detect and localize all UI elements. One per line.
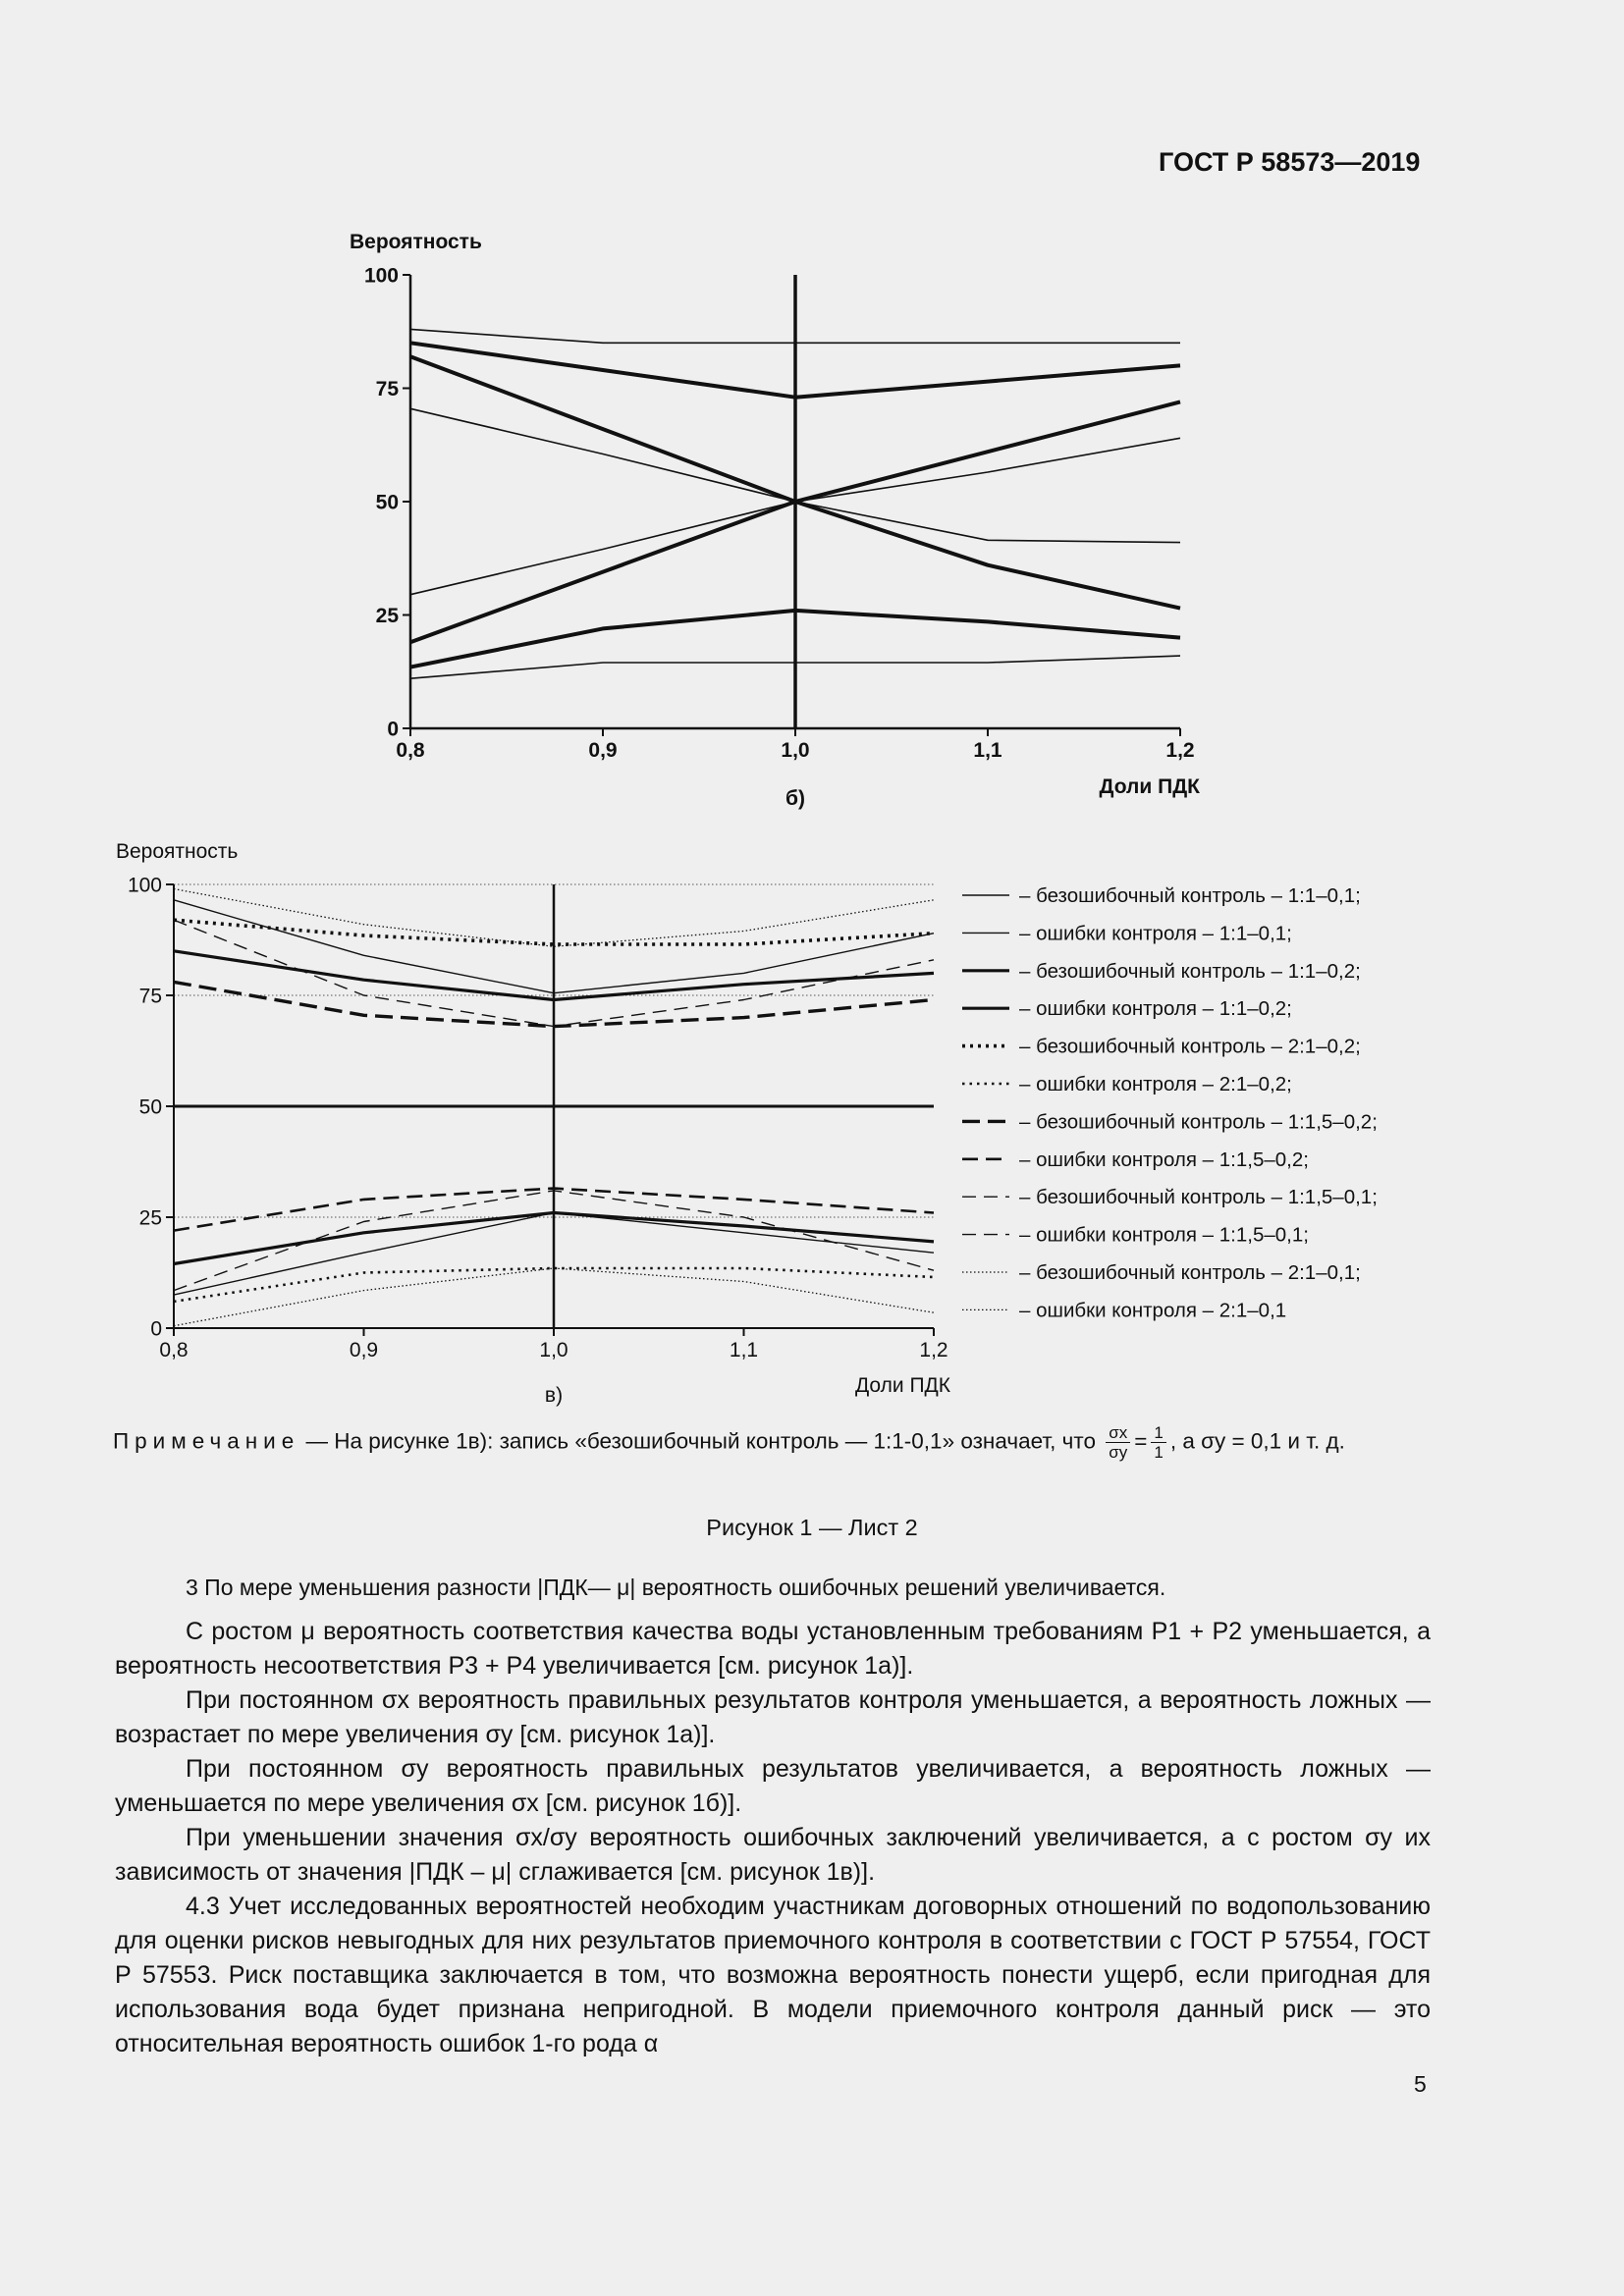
legend-label: – ошибки контроля – 2:1–0,1 (1019, 1299, 1287, 1322)
y-tick-label: 0 (387, 718, 399, 741)
x-tick-label: 1,0 (539, 1339, 568, 1362)
note-fraction-one: $\frac{1}{1}$ (1151, 1423, 1165, 1462)
x-tick-label: 0,8 (159, 1339, 189, 1362)
x-tick-label: 1,1 (973, 739, 1002, 762)
note-prefix: Примечание (113, 1428, 300, 1454)
document-header: ГОСТ Р 58573—2019 (1159, 147, 1421, 177)
legend-label: – безошибочный контроль – 1:1,5–0,2; (1019, 1110, 1378, 1134)
y-tick-label: 25 (375, 604, 399, 627)
y-tick-label: 50 (138, 1095, 162, 1119)
y-tick-label: 100 (127, 874, 162, 897)
legend-label: – безошибочный контроль – 1:1–0,2; (1019, 959, 1361, 983)
x-axis-label: Доли ПДК (1099, 775, 1200, 798)
x-tick-label: 1,2 (919, 1339, 948, 1362)
legend-label: – безошибочный контроль – 1:1,5–0,1; (1019, 1186, 1378, 1209)
legend-label: – ошибки контроля – 2:1–0,2; (1019, 1073, 1292, 1095)
legend-label: – ошибки контроля – 1:1,5–0,1; (1019, 1223, 1309, 1247)
paragraph-6: 4.3 Учет исследованных вероятностей необходим участникам договорных отношений по водопользованию для оценки рисков невыгодных для них результатов приемочного контроля в соответствии с ГОСТ Р 57554, ГОСТ Р 57553. Риск поставщика заключается в том, что возможна вероятность понести ущерб, если пригодная для использования вода будет признана непригодной. В модели приемочного контроля данный риск — это относительная вероятность ошибок 1-го рода α (115, 1893, 1431, 2057)
y-tick-label: 75 (375, 377, 399, 400)
figure-caption: Рисунок 1 — Лист 2 (706, 1515, 918, 1540)
body-text (115, 1571, 1431, 2061)
x-tick-label: 0,9 (349, 1339, 379, 1362)
note-text-end: , а σy = 0,1 и т. д. (1169, 1428, 1345, 1454)
figure-note: Примечание — На рисунке 1в): запись «безошибочный контроль — 1:1-0,1» означает, что $\frac{\sigma x}{\sigma y}$ = $\frac{1}{1}$ , а σy = 0,1 и т. д. (113, 1423, 1345, 1462)
legend-label: – безошибочный контроль – 1:1–0,1; (1019, 884, 1361, 907)
legend-label: – ошибки контроля – 1:1,5–0,2; (1019, 1148, 1309, 1171)
x-axis-label: Доли ПДК (854, 1374, 950, 1397)
paragraph-3: При постоянном σx вероятность правильных результатов контроля уменьшается, а вероятность ложных — возрастает по мере увеличения σy [см. рисунок 1а)]. (115, 1686, 1431, 1748)
paragraph-1: 3 По мере уменьшения разности |ПДК— μ| вероятность ошибочных решений увеличивается. (186, 1575, 1166, 1600)
note-text: — На рисунке 1в): запись «безошибочный контроль — 1:1-0,1» означает, что (299, 1428, 1096, 1454)
legend-label: – ошибки контроля – 1:1–0,1; (1019, 922, 1292, 945)
y-axis-label: Вероятность (116, 840, 239, 863)
paragraph-5: При уменьшении значения σx/σy вероятность ошибочных заключений увеличивается, а с ростом σy их зависимость от значения |ПДК – μ| сглаживается [см. рисунок 1в)]. (115, 1824, 1431, 1886)
x-tick-label: 0,8 (396, 739, 425, 762)
x-tick-label: 1,1 (729, 1339, 759, 1362)
legend-label: – безошибочный контроль – 2:1–0,2; (1019, 1035, 1361, 1058)
note-fraction: $\frac{\sigma x}{\sigma y}$ (1106, 1423, 1130, 1462)
paragraph-4: При постоянном σy вероятность правильных результатов увеличивается, а вероятность ложных — уменьшается по мере увеличения σx [см. рисунок 1б)]. (115, 1755, 1431, 1817)
legend-label: – ошибки контроля – 1:1–0,2; (1019, 997, 1292, 1021)
y-axis-label: Вероятность (350, 231, 482, 253)
x-tick-label: 1,2 (1165, 739, 1195, 762)
page-number: 5 (1414, 2071, 1427, 2097)
x-tick-label: 0,9 (588, 739, 618, 762)
y-tick-label: 50 (375, 491, 399, 514)
panel-label: б) (785, 787, 805, 810)
y-tick-label: 100 (363, 264, 399, 288)
paragraph-2: С ростом μ вероятность соответствия качества воды установленным требованиям P1 + P2 уменьшается, а вероятность несоответствия P3 + P4 увеличивается [см. рисунок 1а)]. (115, 1618, 1431, 1680)
y-tick-label: 25 (138, 1206, 162, 1230)
x-tick-label: 1,0 (781, 739, 810, 762)
y-tick-label: 75 (138, 985, 162, 1008)
panel-label: в) (544, 1384, 564, 1407)
legend-label: – безошибочный контроль – 2:1–0,1; (1019, 1261, 1361, 1284)
y-tick-label: 0 (150, 1317, 162, 1341)
